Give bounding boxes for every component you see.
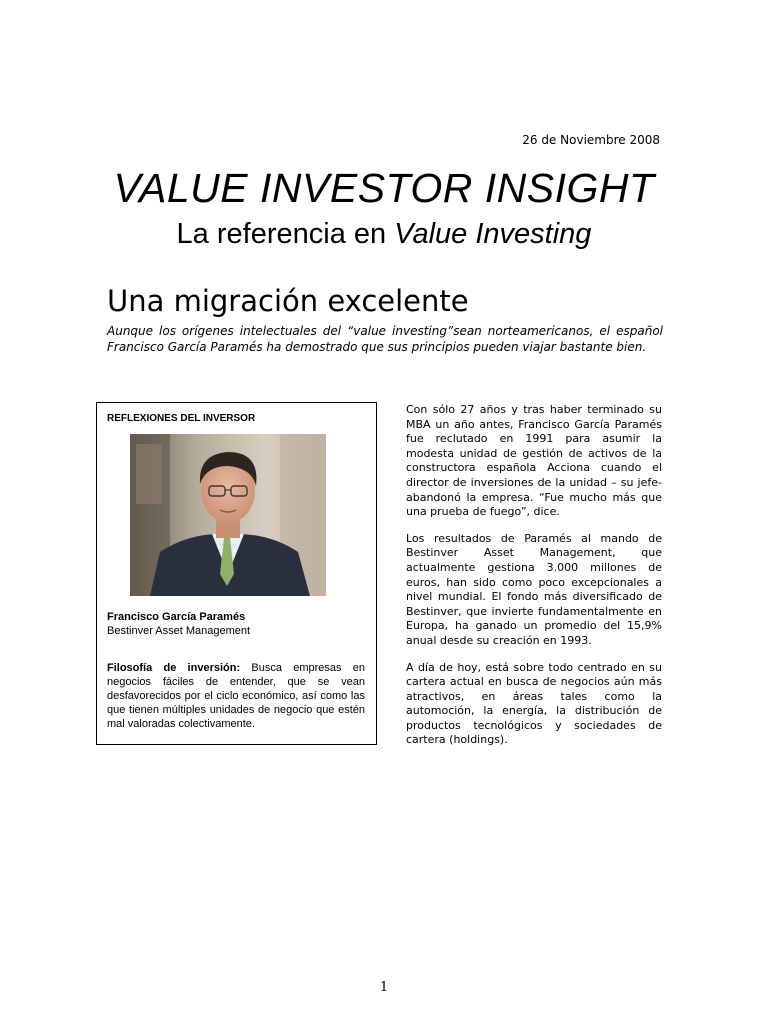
portrait-photo <box>130 434 326 596</box>
article-body <box>406 403 662 760</box>
investor-sidebar <box>96 402 377 745</box>
body-paragraph: Con sólo 27 años y tras haber terminado su MBA un año antes, Francisco García Paramés fue reclutado en 1991 para asumir la modesta unidad de gestión de activos de la constructora española Acciona cuando el director de inversiones de la unidad – su jefe- abandonó la empresa. “Fue mucho más que una prueba de fuego”, dice. <box>406 403 662 519</box>
issue-date: 26 de Noviembre 2008 <box>522 133 660 147</box>
body-paragraph: Los resultados de Paramés al mando de Bestinver Asset Management, que actualmente gestiona 3.000 millones de euros, han sido como poco excepcionales a nivel mundial. El fondo más diversificado de Bestinver, que invierte fundamentalmente en Europa, ha ganado un promedio del 15,9% anual desde su creación en 1993. <box>406 531 662 647</box>
article-deck <box>107 323 663 355</box>
investor-name: Francisco García Paramés <box>107 611 246 623</box>
body-paragraph: A día de hoy, está sobre todo centrado en su cartera actual en busca de negocios aún más atractivos, en áreas tales como la automoción, la energía, la distribución de productos tecnológicos y sociedades de cartera (holdings). <box>406 660 662 747</box>
masthead-title: VALUE INVESTOR INSIGHT <box>113 165 655 211</box>
investor-company: Bestinver Asset Management <box>107 625 251 637</box>
masthead-tagline <box>0 218 768 251</box>
article-headline: Una migración excelente <box>107 284 469 318</box>
deck-text: Aunque los orígenes intelectuales del “value investing”sean norteamericanos, el español Francisco García Paramés ha demostrado que sus principios pueden viajar bastante bien. <box>107 324 663 354</box>
tagline-emphasis: Value Investing <box>394 218 592 250</box>
philosophy-label: Filosofía de inversión: <box>107 662 241 674</box>
tagline-prefix: La referencia en <box>176 218 395 250</box>
page-number: 1 <box>379 980 389 995</box>
sidebar-title: REFLEXIONES DEL INVERSOR <box>107 413 256 424</box>
philosophy-text: Busca empresas en negocios fáciles de entender, que se vean desfavorecidos por el ciclo económico, así como las que tienen múltiples unidades de negocio que estén mal valoradas colectivamente. <box>107 662 365 730</box>
investment-philosophy <box>107 661 365 731</box>
